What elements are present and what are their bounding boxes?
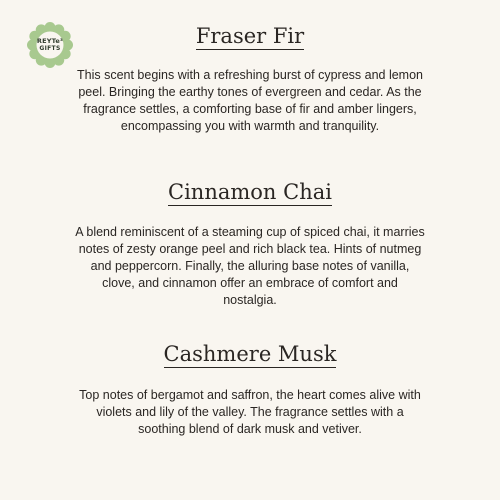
logo-text-line1: REYTe³: [36, 37, 64, 46]
scent-title: Cinnamon Chai: [168, 180, 332, 206]
scent-title: Cashmere Musk: [164, 342, 337, 368]
scent-description: A blend reminiscent of a steaming cup of spiced chai, it marries notes of zesty orange peel and rich black tea. Hints of nutmeg and peppercorn. Finally, the alluring base notes of vanilla, clove, and cinnamon offer an embrace of comfort and nostalgia.: [75, 225, 425, 308]
scent-description: This scent begins with a refreshing burst of cypress and lemon peel. Bringing the earthy tones of evergreen and cedar. As the fragrance settles, a comforting base of fir and amber lingers, encompassing you with warmth and tranquility.: [76, 68, 423, 134]
logo-text-line2: GIFTS: [39, 44, 61, 52]
scent-section-fraser-fir: [0, 24, 500, 135]
scent-section-cinnamon-chai: [0, 180, 500, 309]
scent-description: Top notes of bergamot and saffron, the heart comes alive with violets and lily of the valley. The fragrance settles with a soothing blend of dark musk and vetiver.: [79, 388, 421, 437]
scent-title: Fraser Fir: [196, 24, 304, 50]
scent-section-cashmere-musk: [0, 342, 500, 438]
